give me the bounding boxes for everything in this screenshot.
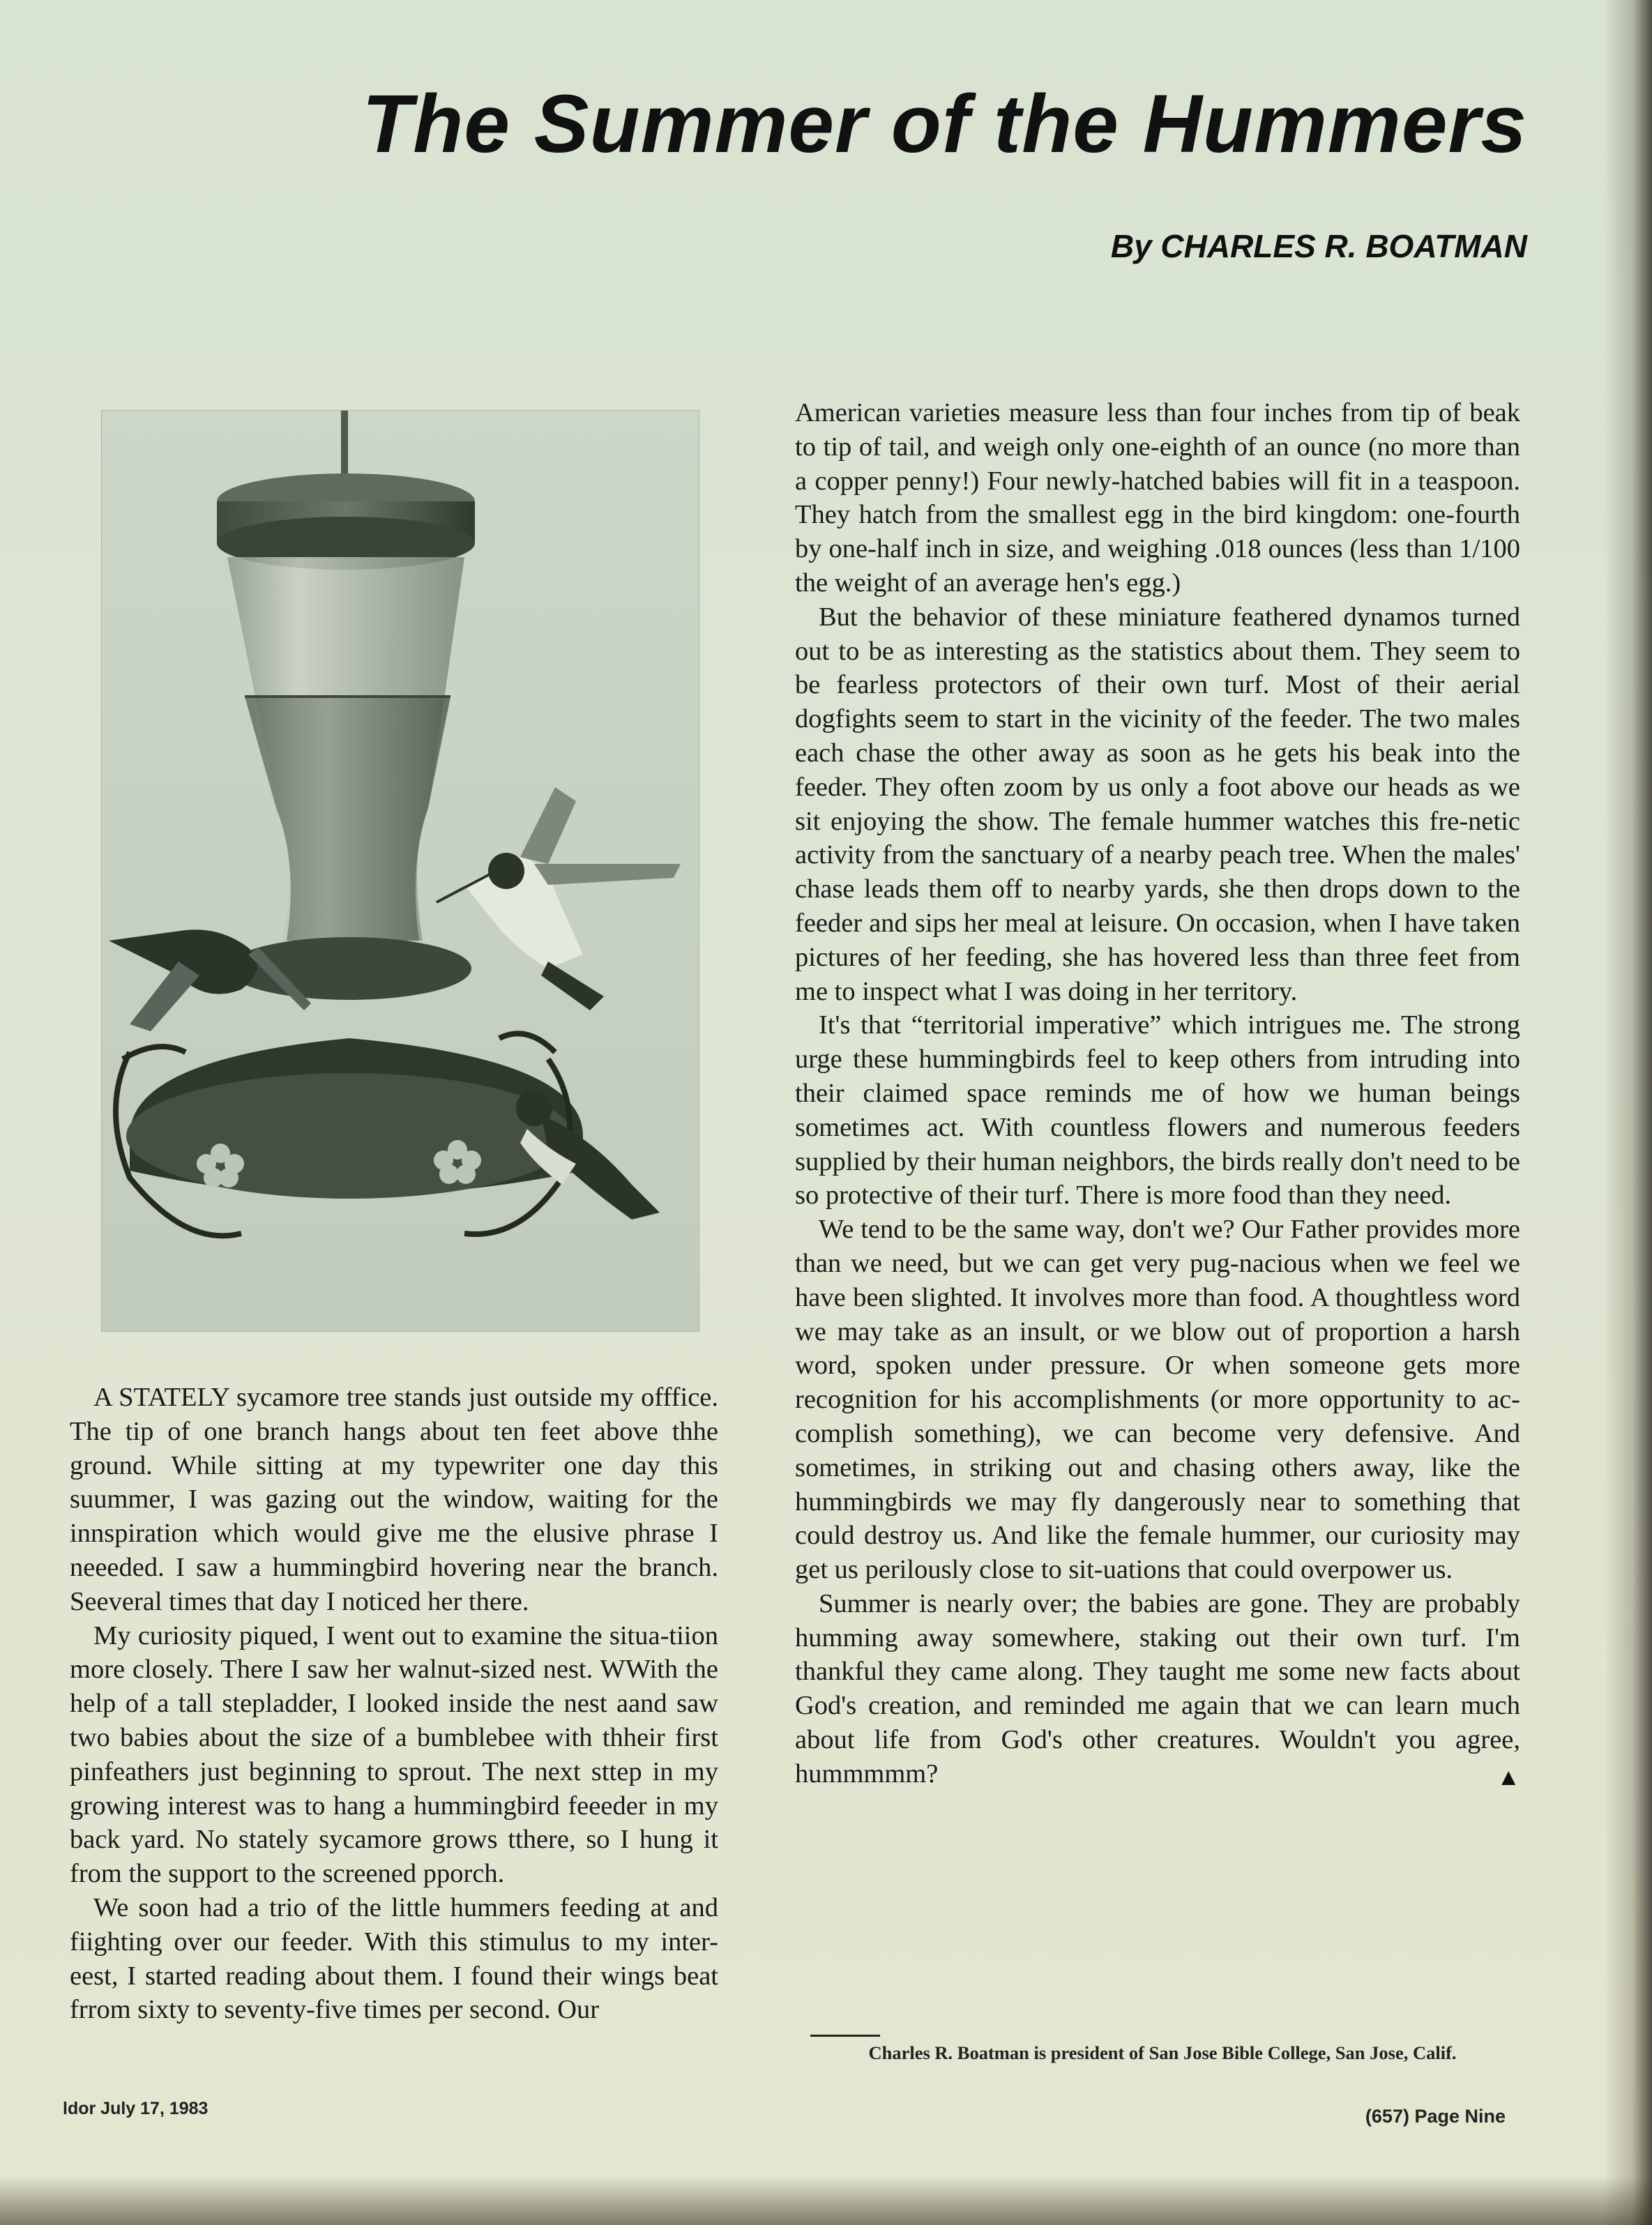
paragraph: My curiosity piqued, I went out to examine the situa-tiion more closely. There I saw her walnut-sized nest. WWith the help of a tall stepladder, I looked inside the nest aand saw two babies about the size of a bumblebee with thheir first pinfeathers just beginning to sprout. The next sttep in my growing interest was to hang a hummingbird feeeder in my back yard. No stately sycamore grows tthere, so I hung it from the support to the screened pporch.: [70, 1620, 718, 1889]
article-column-left: [70, 1381, 718, 2027]
page-edge-shadow: [1603, 0, 1652, 2225]
end-triangle-icon: ▲: [1496, 1764, 1520, 1791]
footnote-rule: [810, 2035, 880, 2037]
paragraph: But the behavior of these miniature feathered dynamos turned out to be as interesting as the statistics about them. They seem to be fearless protectors of their own turf. Most of their aerial dogfights seem to start in the vicinity of the feeder. The two males each chase the other away as soon as he gets his beak into the feeder. They often zoom by us only a foot above our heads as we sit enjoying the show. The female hummer watches this fre-netic activity from the sanctuary of a nearby peach tree. When the males' chase leads them off to nearby yards, she then drops down to the feeder and sips her meal at leisure. On occasion, when I have taken pictures of her feeding, she has hovered less than three feet from me to inspect what I was doing in her territory.: [795, 602, 1520, 1006]
article-byline: By CHARLES R. BOATMAN: [1110, 228, 1527, 264]
paragraph: We tend to be the same way, don't we? Our Father provides more than we need, but we can get very pug-nacious when we feel we have been slighted. It involves more than food. A thoughtless word we may take as an insult, or we blow out of proportion a harsh word, spoken under pressure. Or when someone gets more recognition for his accomplishments (or more opportunity to ac-complish something), we can become very defensive. And sometimes, in striking out and chasing others away, like the hummingbirds we may fly dangerously near to something that could destroy us. And like the female hummer, our curiosity may get us perilously close to sit-uations that could overpower us.: [795, 1215, 1520, 1585]
paragraph-text: Summer is nearly over; the babies are gone. They are probably humming away somewhere, staking out their own turf. I'm thankful they came along. They taught me some new facts about God's creation, and reminded me again that we can learn much about life from God's other creatures. Wouldn't you agree, hummmmm?: [795, 1588, 1520, 1789]
paragraph: American varieties measure less than four inches from tip of beak to tip of tail, and weigh only one-eighth of an ounce (no more than a copper penny!) Four newly-hatched babies will fit in a teaspoon. They hatch from the smallest egg in the bird kingdom: one-fourth by one-half inch in size, and weighing .018 ounces (less than 1/100 the weight of an average hen's egg.): [795, 398, 1520, 598]
hummingbird-feeder-photo: [101, 410, 699, 1332]
page-number: (657) Page Nine: [1365, 2106, 1506, 2127]
paragraph: A STATELY sycamore tree stands just outside my offfice. The tip of one branch hangs about ten feet above thhe ground. While sitting at my typewriter one day this suummer, I was gazing out the window, waiting for the innspiration which would give me the elusive phrase I neeeded. I saw a hummingbird hovering near the branch. Seeveral times that day I noticed her there.: [70, 1383, 718, 1616]
paragraph: We soon had a trio of the little hummers feeding at and fiighting over our feeder. With this stimulus to my inter-eest, I started reading about them. I found their wings beat frrom sixty to seventy-five times per second. Our: [70, 1892, 718, 2025]
paragraph: It's that “territorial imperative” which intrigues me. The strong urge these hummingbirds feel to keep others from intruding into their claimed space reminds me of how we human beings sometimes act. With countless flowers and numerous feeders supplied by their human neighbors, the birds really don't need to be so protective of their turf. There is more food than they need.: [795, 1010, 1520, 1210]
article-title: The Summer of the Hummers: [362, 78, 1527, 170]
page-edge-shadow-bottom: [0, 2176, 1652, 2225]
article-column-right: [795, 396, 1520, 1795]
issue-date: ldor July 17, 1983: [63, 2099, 209, 2118]
author-footnote: Charles R. Boatman is president of San Jose Bible College, San Jose, Calif.: [868, 2042, 1457, 2063]
paragraph: [795, 1587, 1520, 1791]
